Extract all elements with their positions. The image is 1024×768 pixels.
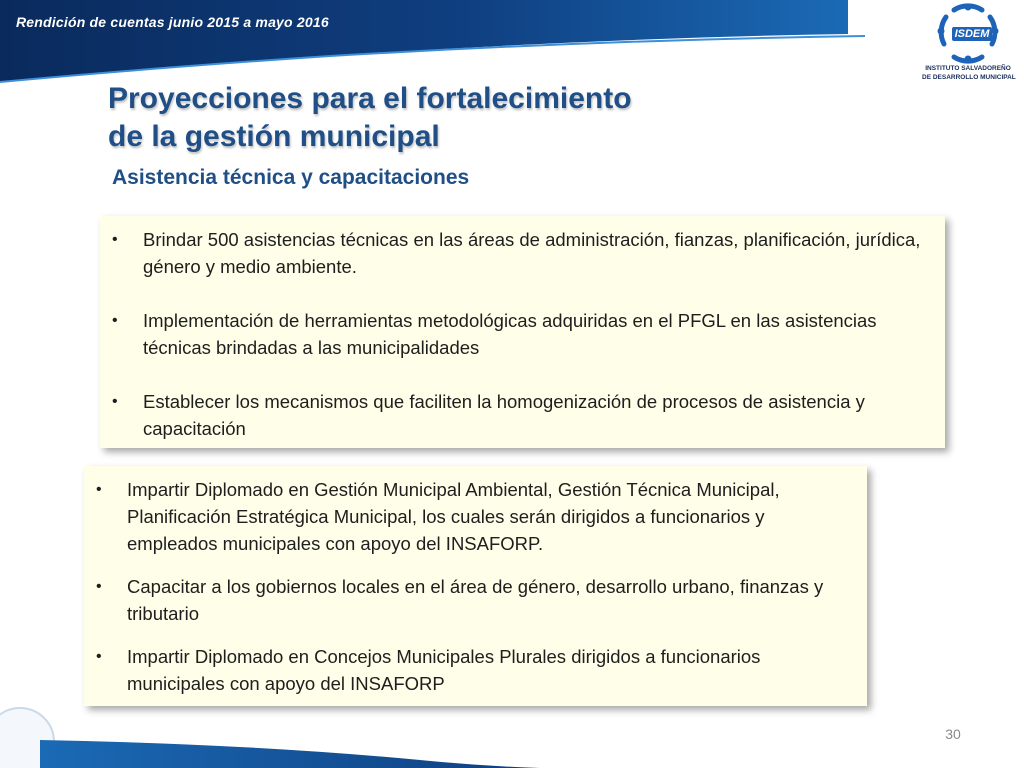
bullet-icon: • <box>112 231 118 248</box>
list-item-text: Impartir Diplomado en Gestión Municipal Ambiental, Gestión Técnica Municipal, Planificación Estratégica Municipal, los cuales serán dirigidos a funcionarios y empleados municipales con apoyo del INSAFORP. <box>127 479 780 554</box>
list-item-text: Capacitar a los gobiernos locales en el área de género, desarrollo urbano, finanzas y tributario <box>127 576 824 624</box>
list-item-text: Establecer los mecanismos que faciliten la homogenización de procesos de asistencia y capacitación <box>143 391 865 439</box>
list-item <box>84 476 859 557</box>
list-item <box>100 388 937 442</box>
list-item <box>84 643 859 697</box>
bullet-icon: • <box>96 481 102 498</box>
list-item-text: Brindar 500 asistencias técnicas en las áreas de administración, fianzas, planificación, jurídica, género y medio ambiente. <box>143 229 921 277</box>
slide-title <box>108 80 632 156</box>
report-period-caption: Rendición de cuentas junio 2015 a mayo 2016 <box>16 14 329 30</box>
bullet-list <box>100 216 945 442</box>
bullet-icon: • <box>112 312 118 329</box>
list-item <box>84 573 859 627</box>
bullet-list <box>84 466 867 697</box>
logo-name-line1: INSTITUTO SALVADOREÑO <box>925 65 1011 72</box>
list-item-text: Impartir Diplomado en Concejos Municipales Plurales dirigidos a funcionarios municipales con apoyo del INSAFORP <box>127 646 761 694</box>
isdem-logo <box>922 2 1014 86</box>
bullet-icon: • <box>96 648 102 665</box>
header-band <box>0 0 1024 90</box>
list-item <box>100 307 937 361</box>
list-item-text: Implementación de herramientas metodológicas adquiridas en el PFGL en las asistencias técnicas brindadas a las municipalidades <box>143 310 877 358</box>
technical-assistance-box <box>100 216 945 448</box>
title-line-2: de la gestión municipal <box>108 120 440 153</box>
slide-subtitle: Asistencia técnica y capacitaciones <box>112 166 470 189</box>
title-line-1: Proyecciones para el fortalecimiento <box>108 82 632 115</box>
footer-wave-decoration <box>0 700 1024 768</box>
bullet-icon: • <box>112 393 118 410</box>
logo-acronym: ISDEM <box>952 27 992 41</box>
training-box <box>84 466 867 706</box>
page-number: 30 <box>945 726 961 742</box>
bullet-icon: • <box>96 578 102 595</box>
logo-name-line2: DE DESARROLLO MUNICIPAL <box>922 74 1016 81</box>
list-item <box>100 226 937 280</box>
